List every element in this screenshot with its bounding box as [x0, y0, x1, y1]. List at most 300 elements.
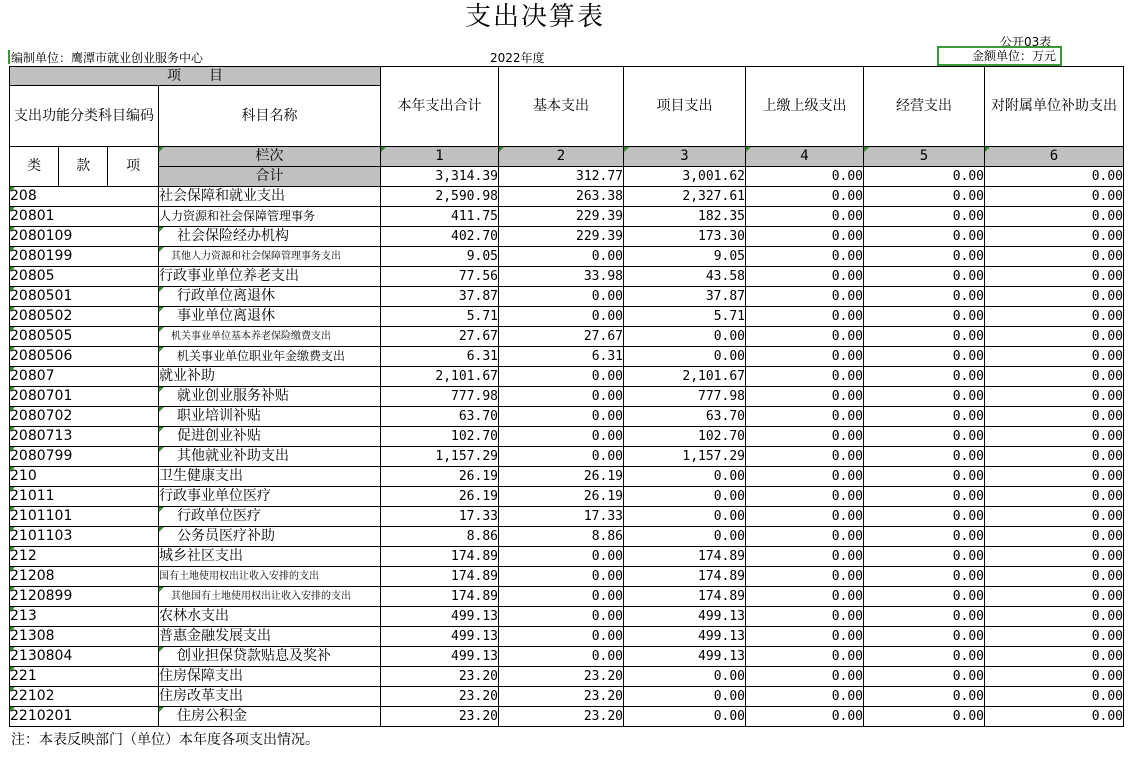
amount-cell[interactable]: 17.33	[381, 507, 499, 527]
subject-name-cell[interactable]	[159, 607, 381, 627]
subject-name-cell[interactable]	[159, 527, 381, 547]
table-row	[10, 267, 1124, 287]
amount-cell[interactable]: 174.89	[624, 567, 746, 587]
amount-cell[interactable]: 23.20	[499, 687, 624, 707]
amount-cell[interactable]: 0.00	[499, 607, 624, 627]
amount-cell[interactable]: 0.00	[746, 487, 864, 507]
header-project: 项目支出	[624, 67, 746, 147]
amount-cell[interactable]: 0.00	[624, 667, 746, 687]
subject-code-cell[interactable]	[10, 347, 159, 367]
amount-cell[interactable]: 0.00	[746, 627, 864, 647]
subject-name-cell[interactable]	[159, 687, 381, 707]
subject-code-cell[interactable]	[10, 227, 159, 247]
total-cell[interactable]: 0.00	[985, 167, 1124, 187]
amount-cell[interactable]: 17.33	[499, 507, 624, 527]
amount-cell[interactable]: 0.00	[985, 247, 1124, 267]
amount-cell[interactable]: 0.00	[746, 447, 864, 467]
amount-cell[interactable]: 0.00	[864, 647, 985, 667]
subject-name-cell[interactable]	[159, 447, 381, 467]
amount-cell[interactable]: 499.13	[624, 607, 746, 627]
amount-cell[interactable]: 0.00	[985, 647, 1124, 667]
amount-cell[interactable]: 77.56	[381, 267, 499, 287]
subject-code: 210	[10, 468, 37, 484]
amount-cell[interactable]: 0.00	[864, 627, 985, 647]
amount-cell[interactable]: 0.00	[864, 607, 985, 627]
subject-code-cell[interactable]	[10, 327, 159, 347]
amount-cell[interactable]: 63.70	[381, 407, 499, 427]
amount-cell[interactable]: 37.87	[381, 287, 499, 307]
amount-cell[interactable]: 0.00	[864, 347, 985, 367]
amount-cell[interactable]: 0.00	[746, 587, 864, 607]
header-business: 经营支出	[864, 67, 985, 147]
table-row	[10, 247, 1124, 267]
amount-cell[interactable]: 0.00	[499, 287, 624, 307]
amount-cell[interactable]: 0.00	[985, 387, 1124, 407]
amount-cell[interactable]: 0.00	[864, 687, 985, 707]
amount-cell[interactable]: 0.00	[985, 187, 1124, 207]
amount-cell[interactable]: 0.00	[864, 667, 985, 687]
amount-cell[interactable]: 0.00	[746, 607, 864, 627]
amount-cell[interactable]: 0.00	[985, 667, 1124, 687]
amount-cell[interactable]: 0.00	[746, 547, 864, 567]
amount-cell[interactable]: 0.00	[864, 227, 985, 247]
col-num-1	[381, 147, 499, 167]
amount-cell[interactable]: 0.00	[624, 487, 746, 507]
amount-cell[interactable]: 0.00	[864, 507, 985, 527]
subject-name-cell[interactable]	[159, 547, 381, 567]
subject-name-cell[interactable]	[159, 347, 381, 367]
subject-code: 2080505	[10, 328, 73, 344]
amount-cell[interactable]: 2,101.67	[381, 367, 499, 387]
subject-code: 221	[10, 668, 37, 684]
subject-name-cell[interactable]	[159, 647, 381, 667]
subject-code: 22102	[10, 688, 55, 704]
amount-cell[interactable]: 27.67	[499, 327, 624, 347]
amount-cell[interactable]: 43.58	[624, 267, 746, 287]
amount-cell[interactable]: 0.00	[499, 447, 624, 467]
amount-cell[interactable]: 0.00	[864, 427, 985, 447]
amount-cell[interactable]: 23.20	[381, 667, 499, 687]
amount-cell[interactable]: 0.00	[985, 207, 1124, 227]
amount-cell[interactable]: 0.00	[985, 467, 1124, 487]
amount-cell[interactable]: 0.00	[985, 547, 1124, 567]
subject-name: 职业培训补贴	[177, 408, 261, 424]
amount-cell[interactable]: 0.00	[864, 387, 985, 407]
amount-cell[interactable]: 0.00	[864, 207, 985, 227]
table-row	[10, 347, 1124, 367]
amount-cell[interactable]: 0.00	[985, 587, 1124, 607]
amount-cell[interactable]: 0.00	[985, 607, 1124, 627]
subject-name: 其他就业补助支出	[177, 448, 289, 464]
col-num-6	[985, 147, 1124, 167]
subject-name-cell[interactable]	[159, 267, 381, 287]
amount-cell[interactable]: 0.00	[746, 267, 864, 287]
subject-name-cell[interactable]	[159, 707, 381, 727]
table-note: 注：本表反映部门（单位）本年度各项支出情况。	[11, 732, 319, 748]
amount-cell[interactable]: 0.00	[985, 627, 1124, 647]
subject-name: 其他人力资源和社会保障管理事务支出	[171, 251, 341, 262]
amount-cell[interactable]: 174.89	[624, 547, 746, 567]
amount-cell[interactable]: 0.00	[624, 707, 746, 727]
subject-code-cell[interactable]	[10, 607, 159, 627]
table-row	[10, 367, 1124, 387]
amount-cell[interactable]: 1,157.29	[624, 447, 746, 467]
header-func-code: 支出功能分类科目编码	[10, 86, 159, 147]
amount-cell[interactable]: 26.19	[381, 467, 499, 487]
subject-name-cell[interactable]	[159, 407, 381, 427]
amount-cell[interactable]: 777.98	[624, 387, 746, 407]
subject-code-cell[interactable]	[10, 627, 159, 647]
total-cell[interactable]: 312.77	[499, 167, 624, 187]
subject-code: 208	[10, 188, 37, 204]
col-num-4	[746, 147, 864, 167]
col-num-3	[624, 147, 746, 167]
amount-cell[interactable]: 0.00	[624, 347, 746, 367]
amount-cell[interactable]: 0.00	[624, 527, 746, 547]
amount-cell[interactable]: 27.67	[381, 327, 499, 347]
subject-name-cell[interactable]	[159, 327, 381, 347]
amount-cell[interactable]: 0.00	[746, 227, 864, 247]
amount-cell[interactable]: 0.00	[746, 247, 864, 267]
subject-name: 城乡社区支出	[159, 548, 243, 564]
col-num-3-label: 3	[680, 148, 689, 164]
amount-cell[interactable]: 499.13	[624, 627, 746, 647]
subject-name-cell[interactable]	[159, 487, 381, 507]
subject-code-cell[interactable]	[10, 647, 159, 667]
amount-cell[interactable]: 0.00	[499, 567, 624, 587]
amount-cell[interactable]: 0.00	[499, 647, 624, 667]
amount-cell[interactable]: 26.19	[499, 467, 624, 487]
amount-cell[interactable]: 777.98	[381, 387, 499, 407]
col-num-2	[499, 147, 624, 167]
subject-code: 2101103	[10, 528, 73, 544]
amount-cell[interactable]: 0.00	[499, 587, 624, 607]
amount-cell[interactable]: 23.20	[499, 667, 624, 687]
table-row	[10, 627, 1124, 647]
subject-name: 农林水支出	[159, 608, 229, 624]
subject-name-cell[interactable]	[159, 667, 381, 687]
amount-cell[interactable]: 0.00	[499, 627, 624, 647]
header-subject-name: 科目名称	[159, 86, 381, 147]
header-lanci-label: 栏次	[255, 148, 284, 164]
amount-cell[interactable]: 0.00	[499, 407, 624, 427]
subject-code-cell[interactable]	[10, 407, 159, 427]
amount-cell[interactable]: 0.00	[985, 567, 1124, 587]
amount-cell[interactable]: 6.31	[381, 347, 499, 367]
amount-cell[interactable]: 0.00	[499, 367, 624, 387]
amount-cell[interactable]: 102.70	[381, 427, 499, 447]
amount-cell[interactable]: 0.00	[746, 387, 864, 407]
amount-cell[interactable]: 2,101.67	[624, 367, 746, 387]
amount-cell[interactable]: 0.00	[624, 687, 746, 707]
amount-cell[interactable]: 2,590.98	[381, 187, 499, 207]
amount-cell[interactable]: 0.00	[864, 307, 985, 327]
amount-cell[interactable]: 0.00	[746, 567, 864, 587]
unit-row	[8, 50, 1060, 66]
table-row	[10, 547, 1124, 567]
subject-code: 2080701	[10, 388, 73, 404]
amount-cell[interactable]: 0.00	[985, 407, 1124, 427]
amount-cell[interactable]: 23.20	[381, 687, 499, 707]
subject-code-cell[interactable]	[10, 587, 159, 607]
amount-cell[interactable]: 0.00	[746, 207, 864, 227]
subject-code: 20801	[10, 208, 55, 224]
amount-cell[interactable]: 411.75	[381, 207, 499, 227]
amount-cell[interactable]: 402.70	[381, 227, 499, 247]
amount-cell[interactable]: 102.70	[624, 427, 746, 447]
amount-cell[interactable]: 0.00	[864, 487, 985, 507]
amount-cell[interactable]: 5.71	[381, 307, 499, 327]
amount-cell[interactable]: 0.00	[746, 427, 864, 447]
amount-cell[interactable]: 263.38	[499, 187, 624, 207]
subject-code-cell[interactable]	[10, 307, 159, 327]
amount-cell[interactable]: 0.00	[864, 467, 985, 487]
amount-cell[interactable]: 0.00	[864, 587, 985, 607]
subject-code-cell[interactable]	[10, 547, 159, 567]
amount-cell[interactable]: 0.00	[985, 307, 1124, 327]
amount-cell[interactable]: 37.87	[624, 287, 746, 307]
amount-cell[interactable]: 0.00	[864, 707, 985, 727]
subject-name-cell[interactable]	[159, 287, 381, 307]
org-name: 编制单位：鹰潭市就业创业服务中心	[11, 51, 204, 65]
amount-cell[interactable]: 23.20	[381, 707, 499, 727]
col-num-6-label: 6	[1049, 148, 1059, 164]
subject-code-cell[interactable]	[10, 567, 159, 587]
subject-name-cell[interactable]	[159, 467, 381, 487]
amount-cell[interactable]: 182.35	[624, 207, 746, 227]
amount-cell[interactable]: 9.05	[381, 247, 499, 267]
subject-code: 2080502	[10, 308, 73, 324]
amount-cell[interactable]: 0.00	[624, 327, 746, 347]
subject-name-cell[interactable]	[159, 207, 381, 227]
amount-cell[interactable]: 1,157.29	[381, 447, 499, 467]
subject-code: 21208	[10, 568, 55, 584]
subject-name: 创业担保贷款贴息及奖补	[177, 648, 331, 664]
subject-name: 机关事业单位基本养老保险缴费支出	[171, 331, 331, 342]
total-label: 合计	[159, 167, 381, 187]
header-basic: 基本支出	[499, 67, 624, 147]
header-lanci	[159, 147, 381, 167]
amount-cell[interactable]: 0.00	[864, 447, 985, 467]
amount-cell[interactable]: 0.00	[499, 427, 624, 447]
amount-cell[interactable]: 0.00	[985, 347, 1124, 367]
table-row	[10, 467, 1124, 487]
subject-name-cell[interactable]	[159, 567, 381, 587]
subject-code: 213	[10, 608, 37, 624]
amount-cell[interactable]: 33.98	[499, 267, 624, 287]
subject-name-cell[interactable]	[159, 427, 381, 447]
amount-cell[interactable]: 0.00	[746, 307, 864, 327]
subject-name: 事业单位离退休	[177, 308, 275, 324]
table-row	[10, 507, 1124, 527]
amount-cell[interactable]: 229.39	[499, 227, 624, 247]
subject-name-cell[interactable]	[159, 587, 381, 607]
amount-cell[interactable]: 0.00	[746, 667, 864, 687]
subject-code: 2080702	[10, 408, 73, 424]
amount-cell[interactable]: 0.00	[746, 507, 864, 527]
amount-cell[interactable]: 6.31	[499, 347, 624, 367]
col-num-5-label: 5	[919, 148, 929, 164]
amount-cell[interactable]: 26.19	[499, 487, 624, 507]
subject-code: 2101101	[10, 508, 73, 524]
table-row	[10, 327, 1124, 347]
subject-code-cell[interactable]	[10, 707, 159, 727]
amount-cell[interactable]: 0.00	[985, 227, 1124, 247]
subject-name-cell[interactable]	[159, 627, 381, 647]
amount-cell[interactable]: 0.00	[985, 447, 1124, 467]
subject-code-cell[interactable]	[10, 467, 159, 487]
amount-cell[interactable]: 0.00	[985, 527, 1124, 547]
amount-cell[interactable]: 0.00	[985, 267, 1124, 287]
total-cell[interactable]: 0.00	[746, 167, 864, 187]
subject-code-cell[interactable]	[10, 387, 159, 407]
subject-code: 2080799	[10, 448, 73, 464]
amount-cell[interactable]: 0.00	[985, 367, 1124, 387]
table-row	[10, 227, 1124, 247]
amount-cell[interactable]: 0.00	[746, 687, 864, 707]
table-row	[10, 707, 1124, 727]
subject-code: 2210201	[10, 708, 73, 724]
subject-code-cell[interactable]	[10, 207, 159, 227]
subject-code-cell[interactable]	[10, 287, 159, 307]
table-row	[10, 287, 1124, 307]
amount-cell[interactable]: 8.86	[381, 527, 499, 547]
subject-name-cell[interactable]	[159, 367, 381, 387]
amount-cell[interactable]: 0.00	[499, 247, 624, 267]
amount-cell[interactable]: 0.00	[864, 187, 985, 207]
subject-name-cell[interactable]	[159, 187, 381, 207]
subject-code: 20807	[10, 368, 55, 384]
subject-code-cell[interactable]	[10, 507, 159, 527]
amount-cell[interactable]: 174.89	[381, 567, 499, 587]
total-cell[interactable]: 3,314.39	[381, 167, 499, 187]
total-cell[interactable]: 3,001.62	[624, 167, 746, 187]
amount-cell[interactable]: 8.86	[499, 527, 624, 547]
amount-cell[interactable]: 63.70	[624, 407, 746, 427]
amount-cell[interactable]: 0.00	[864, 287, 985, 307]
header-upper: 上缴上级支出	[746, 67, 864, 147]
amount-cell[interactable]: 174.89	[381, 547, 499, 567]
subject-name-cell[interactable]	[159, 387, 381, 407]
total-cell[interactable]: 0.00	[864, 167, 985, 187]
amount-cell[interactable]: 0.00	[499, 547, 624, 567]
amount-cell[interactable]: 2,327.61	[624, 187, 746, 207]
subject-name: 普惠金融发展支出	[159, 628, 271, 644]
money-unit-cell[interactable]: 金额单位：万元	[937, 46, 1062, 66]
amount-cell[interactable]: 26.19	[381, 487, 499, 507]
subject-name: 社会保障和就业支出	[159, 188, 285, 204]
subject-code-cell[interactable]	[10, 487, 159, 507]
amount-cell[interactable]: 499.13	[381, 607, 499, 627]
amount-cell[interactable]: 0.00	[624, 507, 746, 527]
amount-cell[interactable]: 0.00	[746, 327, 864, 347]
subject-name: 人力资源和社会保障管理事务	[159, 209, 316, 223]
subject-code-cell[interactable]	[10, 247, 159, 267]
subject-name: 促进创业补贴	[177, 428, 261, 444]
amount-cell[interactable]: 0.00	[499, 307, 624, 327]
amount-cell[interactable]: 174.89	[624, 587, 746, 607]
table-row	[10, 187, 1124, 207]
fiscal-year: 2022年度	[490, 51, 545, 65]
amount-cell[interactable]: 0.00	[985, 487, 1124, 507]
amount-cell[interactable]: 0.00	[864, 407, 985, 427]
amount-cell[interactable]: 499.13	[381, 647, 499, 667]
col-num-1-label: 1	[435, 148, 444, 164]
subject-code: 21011	[10, 488, 55, 504]
amount-cell[interactable]: 0.00	[746, 647, 864, 667]
amount-cell[interactable]: 229.39	[499, 207, 624, 227]
subject-name-cell[interactable]	[159, 227, 381, 247]
subject-code: 2130804	[10, 648, 73, 664]
col-num-5	[864, 147, 985, 167]
amount-cell[interactable]: 0.00	[624, 467, 746, 487]
amount-cell[interactable]: 0.00	[864, 527, 985, 547]
amount-cell[interactable]: 174.89	[381, 587, 499, 607]
amount-cell[interactable]: 0.00	[864, 567, 985, 587]
amount-cell[interactable]: 0.00	[746, 347, 864, 367]
subject-name-cell[interactable]	[159, 247, 381, 267]
amount-cell[interactable]: 0.00	[746, 287, 864, 307]
amount-cell[interactable]: 0.00	[985, 707, 1124, 727]
table-row	[10, 387, 1124, 407]
header-lei: 类	[10, 147, 59, 187]
table-row	[10, 687, 1124, 707]
amount-cell[interactable]: 0.00	[864, 247, 985, 267]
amount-cell[interactable]: 0.00	[746, 407, 864, 427]
amount-cell[interactable]: 173.30	[624, 227, 746, 247]
amount-cell[interactable]: 0.00	[746, 187, 864, 207]
subject-name-cell[interactable]	[159, 507, 381, 527]
amount-cell[interactable]: 0.00	[746, 367, 864, 387]
amount-cell[interactable]: 0.00	[746, 707, 864, 727]
amount-cell[interactable]: 0.00	[864, 267, 985, 287]
subject-name: 行政单位医疗	[177, 508, 261, 524]
amount-cell[interactable]: 23.20	[499, 707, 624, 727]
amount-cell[interactable]: 5.71	[624, 307, 746, 327]
subject-code: 21308	[10, 628, 55, 644]
amount-cell[interactable]: 499.13	[381, 627, 499, 647]
amount-cell[interactable]: 0.00	[985, 687, 1124, 707]
table-row	[10, 447, 1124, 467]
subject-code-cell[interactable]	[10, 427, 159, 447]
subject-code-cell[interactable]	[10, 667, 159, 687]
amount-cell[interactable]: 0.00	[746, 527, 864, 547]
amount-cell[interactable]: 0.00	[864, 327, 985, 347]
amount-cell[interactable]: 0.00	[864, 547, 985, 567]
table-row	[10, 567, 1124, 587]
amount-cell[interactable]: 0.00	[499, 387, 624, 407]
subject-code-cell[interactable]	[10, 527, 159, 547]
subject-name: 其他国有土地使用权出让收入安排的支出	[171, 591, 351, 602]
amount-cell[interactable]: 0.00	[746, 467, 864, 487]
table-row	[10, 527, 1124, 547]
subject-code-cell[interactable]	[10, 687, 159, 707]
subject-code: 2120899	[10, 588, 73, 604]
amount-cell[interactable]: 0.00	[985, 327, 1124, 347]
subject-code-cell[interactable]	[10, 367, 159, 387]
table-row	[10, 667, 1124, 687]
amount-cell[interactable]: 0.00	[985, 427, 1124, 447]
subject-code-cell[interactable]	[10, 267, 159, 287]
subject-code-cell[interactable]	[10, 187, 159, 207]
amount-cell[interactable]: 0.00	[985, 287, 1124, 307]
amount-cell[interactable]: 9.05	[624, 247, 746, 267]
amount-cell[interactable]: 0.00	[864, 367, 985, 387]
subject-name-cell[interactable]	[159, 307, 381, 327]
amount-cell[interactable]: 499.13	[624, 647, 746, 667]
subject-code-cell[interactable]	[10, 447, 159, 467]
amount-cell[interactable]: 0.00	[985, 507, 1124, 527]
